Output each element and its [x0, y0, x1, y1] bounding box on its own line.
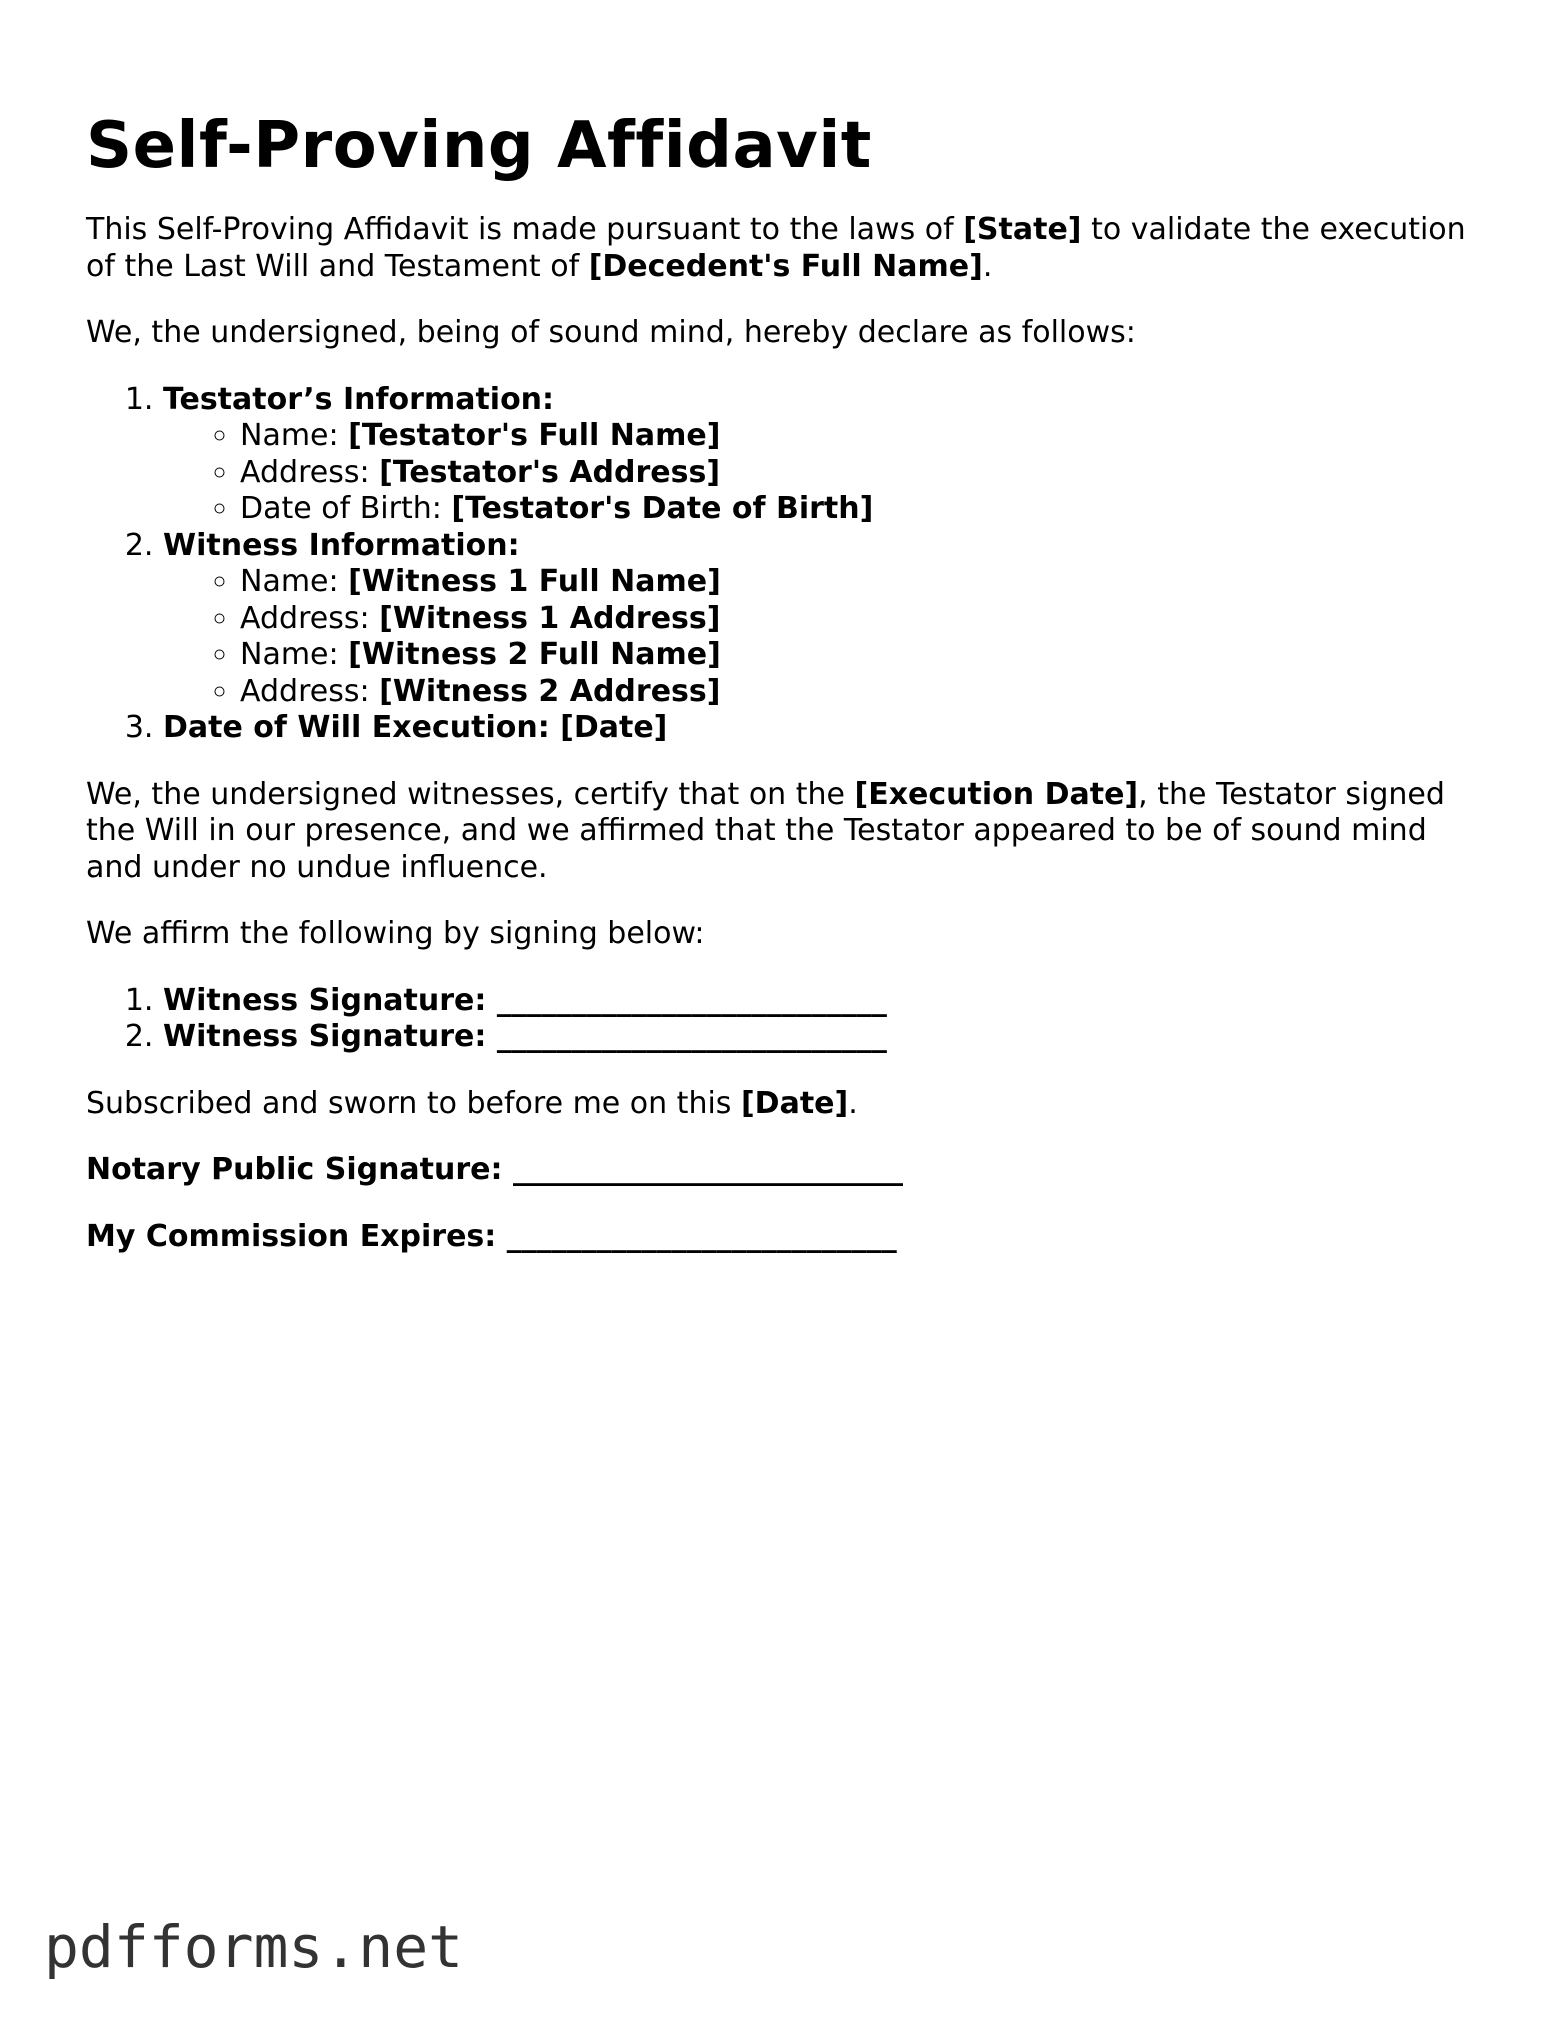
affirm-paragraph: We affirm the following by signing below:: [86, 916, 705, 951]
witness-signature-item: [163, 1019, 1486, 1056]
intro-text-3: .: [982, 248, 993, 284]
item-label: Date of Birth:: [240, 491, 452, 526]
information-list: [86, 382, 1486, 747]
subscribed-date-placeholder: [Date]: [740, 1085, 849, 1121]
item-label: Address:: [240, 454, 380, 490]
item-value: [Witness 1 Full Name]: [348, 564, 721, 599]
certify-text-2: , the Testator signed the Will in our presence, and we affirmed that the Testator appeared to be of sound mind and under no undue influence.: [86, 776, 1445, 885]
subscribed-text-2: .: [848, 1085, 858, 1121]
testator-section: [163, 382, 1486, 528]
signature-line[interactable]: __________________________: [496, 982, 887, 1018]
item-label: Address:: [240, 600, 380, 636]
intro-text-2: to validate the execution of the Last Will and Testament of: [86, 212, 1466, 284]
item-label: Name:: [240, 564, 349, 599]
intro-paragraph: [86, 212, 1486, 285]
item-value: [Witness 2 Full Name]: [348, 637, 721, 672]
list-item: [240, 455, 1486, 492]
certify-text-1: We, the undersigned witnesses, certify that on the: [86, 776, 855, 812]
notary-label: Notary Public Signature:: [86, 1152, 513, 1187]
item-value: [Testator's Full Name]: [348, 418, 721, 453]
list-item: [240, 564, 1486, 601]
list-item: [240, 418, 1486, 455]
commission-row: [86, 1219, 1486, 1256]
item-label: Address:: [240, 673, 380, 709]
list-item: [240, 674, 1486, 711]
item-label: Name:: [240, 637, 349, 672]
item-value: [Testator's Address]: [379, 454, 721, 490]
notary-signature-row: [86, 1152, 1486, 1189]
execution-section: [163, 710, 1486, 747]
witness-signature-list: [86, 983, 1486, 1056]
document-page: [86, 100, 1486, 1285]
list-item: [240, 491, 1486, 528]
subscribed-text-1: Subscribed and sworn to before me on this: [86, 1085, 741, 1121]
document-title: Self-Proving Affidavit: [86, 109, 872, 183]
testator-heading: Testator’s Information:: [163, 381, 555, 417]
witness-heading: Witness Information:: [163, 527, 520, 563]
commission-line[interactable]: __________________________: [506, 1218, 897, 1254]
signature-label: Witness Signature:: [163, 1019, 497, 1054]
execution-date-placeholder: [Execution Date]: [854, 776, 1139, 812]
list-item: [240, 637, 1486, 674]
certification-paragraph: [86, 777, 1486, 887]
item-value: [Witness 1 Address]: [379, 600, 721, 636]
item-value: [Witness 2 Address]: [379, 673, 721, 709]
decedent-placeholder: [Decedent's Full Name]: [588, 248, 983, 284]
notary-signature-line[interactable]: __________________________: [512, 1152, 903, 1187]
witness-section: [163, 528, 1486, 711]
signature-line[interactable]: __________________________: [496, 1019, 887, 1054]
subscribed-paragraph: [86, 1086, 1486, 1123]
testator-items: [163, 418, 1486, 528]
declaration-paragraph: We, the undersigned, being of sound mind, hereby declare as follows:: [86, 315, 1136, 350]
witness-items: [163, 564, 1486, 710]
list-item: [240, 601, 1486, 638]
execution-heading: Date of Will Execution: [Date]: [163, 710, 668, 745]
item-value: [Testator's Date of Birth]: [451, 491, 874, 526]
state-placeholder: [State]: [963, 212, 1082, 247]
item-label: Name:: [240, 418, 349, 453]
commission-label: My Commission Expires:: [86, 1218, 507, 1254]
witness-signature-item: [163, 983, 1486, 1020]
watermark-logo: pdfforms.net: [44, 1913, 464, 1981]
intro-text-1: This Self-Proving Affidavit is made pursuant to the laws of: [86, 212, 964, 247]
signature-label: Witness Signature:: [163, 982, 497, 1018]
